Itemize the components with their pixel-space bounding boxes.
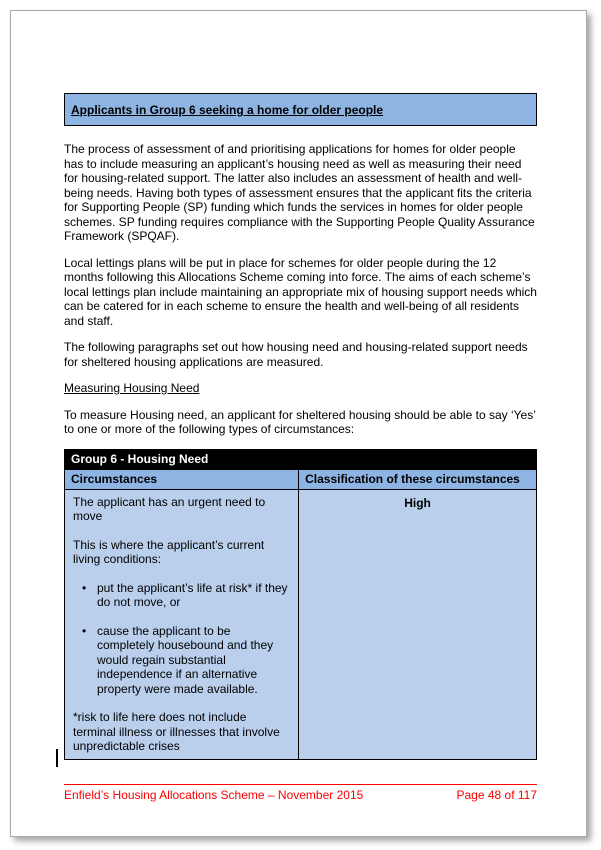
column-header-classification: Classification of these circumstances — [299, 469, 537, 489]
table-title-row — [65, 449, 537, 469]
paragraph-intro-circumstances: To measure Housing need, an applicant for sheltered housing should be able to say ‘Yes’ to one or more of the following types of circumstances: — [64, 407, 536, 436]
circumstance-bullet-item — [73, 624, 290, 697]
table-header-row — [65, 469, 537, 489]
document-page — [10, 10, 587, 837]
table-title: Group 6 - Housing Need — [65, 449, 537, 469]
section-header-box — [64, 93, 537, 126]
paragraph-local-lettings: Local lettings plans will be put in place for schemes for older people during the 12 months following this Allocations Scheme coming into force. The aims of each scheme’s local lettings plan include maintaining an appropriate mix of housing support needs which can be catered for in each scheme to ensure the health and well-being of all residents and staff. — [64, 255, 537, 328]
revision-change-bar — [56, 749, 58, 767]
paragraph-following-paragraphs: The following paragraphs set out how housing need and housing-related support needs for sheltered housing applications are measured. — [64, 340, 528, 369]
section-title: Applicants in Group 6 seeking a home for older people — [71, 103, 384, 117]
footer-page-number: Page 48 of 117 — [456, 788, 537, 802]
circumstance-bullet-item — [73, 581, 290, 610]
page-content — [64, 93, 537, 760]
page-footer — [64, 784, 537, 802]
classification-value: High — [404, 495, 431, 510]
circumstances-cell — [65, 489, 299, 759]
footer-document-title: Enfield’s Housing Allocations Scheme – November 2015 — [64, 788, 364, 802]
footer-rule — [64, 784, 537, 785]
bullet-text: • cause the applicant to be completely housebound and they would regain substantial independence if an alternative property were made available. — [97, 623, 274, 696]
housing-need-table — [64, 449, 537, 760]
bullet-text: • put the applicant’s life at risk* if they do not move, or — [97, 580, 288, 609]
table-body-row — [65, 489, 537, 759]
subsection-heading-measuring-housing-need: Measuring Housing Need — [64, 381, 200, 395]
classification-cell — [299, 489, 537, 759]
paragraph-assessment-process: The process of assessment of and prioritising applications for homes for older people has to include measuring an applicant’s housing need as well as measuring their need for housing-related support. The latter also includes an assessment of health and well-being needs. Having both types of assessment ensures that the applicant fits the criteria for Supporting People (SP) funding which funds the services in homes for older people schemes. SP funding requires compliance with the Supporting People Quality Assurance Framework (SPQAF). — [64, 142, 535, 243]
circumstance-lead: The applicant has an urgent need to move — [73, 494, 266, 523]
column-header-circumstances: Circumstances — [65, 469, 299, 489]
circumstance-footnote: *risk to life here does not include terminal illness or illnesses that involve unpredictable crises — [73, 710, 280, 753]
circumstance-sub-lead: This is where the applicant’s current living conditions: — [73, 537, 265, 566]
footer-text-row — [64, 788, 537, 802]
